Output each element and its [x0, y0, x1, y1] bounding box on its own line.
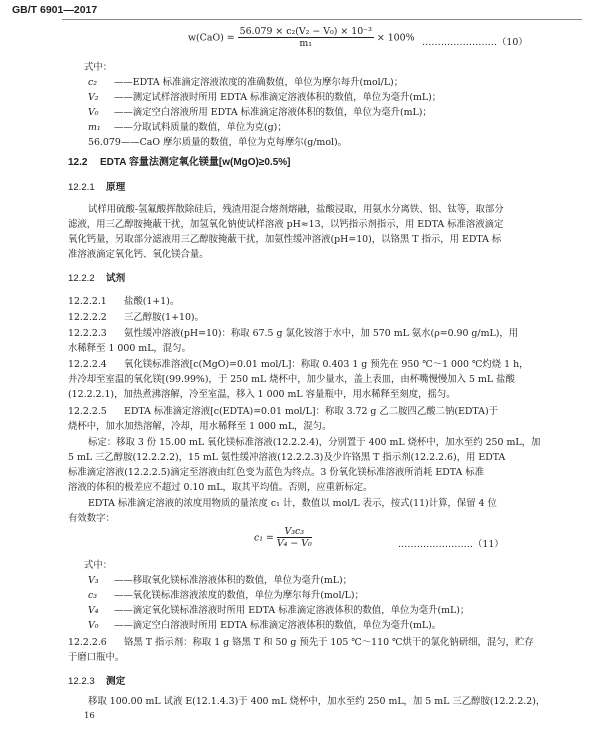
calibration-line: 标定：移取 3 份 15.00 mL 氧化镁标准溶液(12.2.2.4)，分别置于 400 mL 烧杯中，加水至约 250 mL，加 [88, 437, 541, 448]
clause-text-continued: 烧杯中，加水加热溶解，冷却，用水稀释至 1 000 mL，混匀。 [68, 421, 332, 432]
calibration-line: 5 mL 三乙醇胺(12.2.2.2)，15 mL 氨性缓冲溶液(12.2.2.3)及少许铬黑 T 指示剂(12.2.2.6)，用 EDTA [68, 452, 506, 463]
symbol-description: ——滴定空白溶液时所用 EDTA 标准滴定溶液体积的数值，单位为毫升(mL)。 [114, 620, 442, 631]
symbol: V₂ [88, 92, 99, 103]
reagent-12-2-2-2 [68, 311, 204, 325]
section-number: 12.2 [68, 157, 88, 168]
clause-text: 三乙醇胺(1+10)。 [124, 312, 204, 323]
eq10-fraction [238, 26, 374, 50]
symbol: V₀ [88, 107, 99, 118]
section-number: 12.2.1 [68, 182, 95, 193]
where-item [88, 574, 352, 588]
section-12-2-1-heading [68, 181, 125, 195]
section-12-2-3-heading [68, 675, 125, 689]
symbol: m₁ [88, 122, 101, 133]
section-title: EDTA 容量法测定氧化镁量[w(MgO)≥0.5%] [100, 157, 291, 168]
clause-text: 氨性缓冲溶液(pH=10)：称取 67.5 g 氯化铵溶于水中，加 570 mL 氨水(ρ=0.90 g/mL)，用 [124, 328, 519, 339]
eq11-denominator: V₄ − V₀ [276, 538, 312, 550]
where-item [88, 136, 347, 150]
eq10-numerator: 56.079 × c₂(V₂ − V₀) × 10⁻³ [239, 26, 372, 37]
symbol: V₄ [88, 605, 99, 616]
where-item [88, 76, 403, 90]
clause-text: 铬黑 T 指示剂：称取 1 g 铬黑 T 和 50 g 预先于 105 ℃～110 ℃烘干的氯化钠研细，混匀，贮存 [124, 637, 534, 648]
clause-text: EDTA 标准滴定溶液[c(EDTA)=0.01 mol/L]：称取 3.72 g 乙二胺四乙酸二钠(EDTA)于 [124, 406, 498, 417]
clause-number: 12.2.2.1 [68, 296, 107, 307]
equation-11 [254, 526, 312, 550]
clause-text: 盐酸(1+1)。 [124, 296, 180, 307]
symbol-description: ——滴定空白溶液所用 EDTA 标准滴定溶液体积的数值，单位为毫升(mL)； [114, 107, 432, 118]
clause-number: 12.2.2.4 [68, 359, 107, 370]
eq10-denominator: m₁ [299, 38, 313, 50]
reagent-12-2-2-4 [68, 358, 529, 372]
principle-line: 试样用硫酸-氢氟酸挥散除硅后，残渣用混合熔剂熔融，盐酸浸取，用氨水分离铁、铝、钛等，取部分 [88, 204, 504, 215]
eq11-numerator: V₃c₃ [277, 526, 312, 538]
symbol: V₀ [88, 620, 99, 631]
principle-line: 准溶液滴定氧化钙、氧化镁合量。 [68, 249, 209, 260]
header-rule [62, 19, 582, 20]
symbol-description: ——CaO 摩尔质量的数值，单位为克每摩尔(g/mol)。 [120, 137, 347, 148]
clause-text-continued: 于磨口瓶中。 [68, 652, 125, 663]
where-intro: 式中： [84, 62, 113, 73]
where-item [88, 604, 469, 618]
symbol-description: ——移取氧化镁标准溶液体积的数值，单位为毫升(mL)； [114, 575, 353, 586]
calibration-line: 有效数字： [68, 513, 115, 524]
calibration-line: EDTA 标准滴定溶液的浓度用物质的量浓度 c₁ 计，数值以 mol/L 表示，按式(11)计算，保留 4 位 [88, 498, 497, 509]
section-number: 12.2.2 [68, 273, 95, 284]
eq11-fraction [277, 526, 312, 550]
section-12-2-heading [68, 156, 290, 171]
section-title: 测定 [106, 676, 126, 687]
determination-line: 移取 100.00 mL 试液 E(12.1.4.3)于 400 mL 烧杯中，加水至约 250 mL，加 5 mL 三乙醇胺(12.2.2.2)， [88, 696, 546, 707]
equation-10 [188, 26, 415, 50]
symbol-description: ——滴定氧化镁标准溶液时所用 EDTA 标准滴定溶液体积的数值，单位为毫升(mL)； [114, 605, 470, 616]
clause-number: 12.2.2.5 [68, 406, 107, 417]
where-item [88, 589, 364, 603]
reagent-12-2-2-5 [68, 405, 498, 419]
calibration-line: 溶液的体积的极差应不超过 0.10 mL，取其平均值。否则，应重新标定。 [68, 482, 373, 493]
where-item [88, 121, 287, 135]
symbol: c₂ [88, 77, 98, 88]
clause-number: 12.2.2.2 [68, 312, 107, 323]
principle-line: 滤液，用三乙醇胺掩蔽干扰，加氢氧化钠使试样溶液 pH≈13，以钙指示剂指示，用 EDTA 标准溶液滴定 [68, 219, 504, 230]
section-number: 12.2.3 [68, 676, 95, 687]
page-number: 16 [84, 711, 95, 721]
clause-number: 12.2.2.6 [68, 637, 107, 648]
section-12-2-2-heading [68, 272, 125, 286]
symbol: V₃ [88, 575, 99, 586]
reagent-12-2-2-6 [68, 636, 534, 650]
where-item [88, 619, 441, 633]
clause-text-continued: 并冷却至室温的氧化镁[(99.99%)，于 250 mL 烧杯中，加少量水，盖上表皿，由杯嘴慢慢加入 5 mL 盐酸 [68, 374, 515, 385]
section-title: 试剂 [106, 273, 126, 284]
symbol-description: ——EDTA 标准滴定溶液浓度的准确数值，单位为摩尔每升(mol/L)； [114, 77, 404, 88]
reagent-12-2-2-3 [68, 327, 518, 341]
clause-text: 氧化镁标准溶液[c(MgO)=0.01 mol/L]：称取 0.403 1 g 预先在 950 ℃～1 000 ℃灼烧 1 h， [124, 359, 529, 370]
symbol: 56.079 [88, 137, 121, 148]
where-intro: 式中： [84, 560, 113, 571]
symbol-description: ——分取试料质量的数值，单位为克(g)； [114, 122, 287, 133]
eq10-lhs: w(CaO) = [188, 32, 235, 44]
clause-text-continued: (12.2.2.1)，加热煮沸溶解，冷至室温，移入 1 000 mL 容量瓶中，用水稀释至刻度，摇匀。 [68, 389, 456, 400]
symbol: c₃ [88, 590, 98, 601]
clause-number: 12.2.2.3 [68, 328, 107, 339]
eq11-lhs: c₁ = [254, 532, 274, 544]
symbol-description: ——氧化镁标准溶液浓度的数值，单位为摩尔每升(mol/L)； [114, 590, 364, 601]
where-item [88, 91, 441, 105]
calibration-line: 标准滴定溶液(12.2.2.5)滴定至溶液由红色变为蓝色为终点。3 份氧化镁标准溶液所消耗 EDTA 标准 [68, 467, 484, 478]
symbol-description: ——测定试样溶液时所用 EDTA 标准滴定溶液体积的数值，单位为毫升(mL)； [114, 92, 442, 103]
where-item [88, 106, 432, 120]
reagent-12-2-2-1 [68, 295, 179, 309]
eq10-rhs: × 100% [376, 32, 415, 44]
eq11-number: ……………………（11） [398, 539, 504, 550]
clause-text-continued: 水稀释至 1 000 mL，混匀。 [68, 343, 191, 354]
section-title: 原理 [106, 182, 126, 193]
standard-number: GB/T 6901—2017 [12, 4, 98, 16]
eq10-number: ……………………（10） [422, 37, 528, 48]
principle-line: 氧化钙量，另取部分滤液用三乙醇胺掩蔽干扰，加氨性缓冲溶液(pH=10)，以铬黑 T 指示，用 EDTA 标 [68, 234, 502, 245]
